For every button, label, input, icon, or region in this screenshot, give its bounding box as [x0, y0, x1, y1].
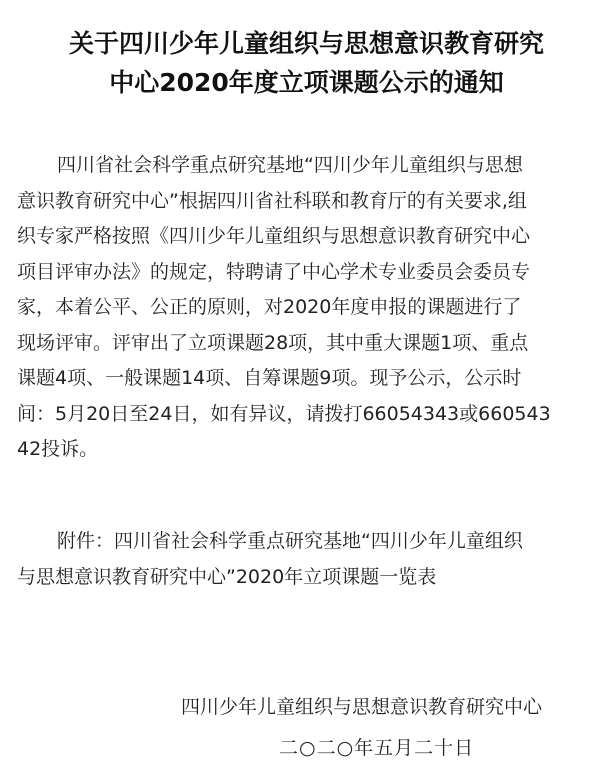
- attachment-line: 附件：四川省社会科学重点研究基地“四川少年儿童组织: [57, 530, 523, 552]
- body-line: 项目评审办法》的规定，特聘请了中心学术专业委员会委员专: [17, 260, 531, 283]
- notice-body: [17, 148, 587, 468]
- notice-title: [0, 24, 613, 102]
- body-line: 意识教育研究中心”根据四川省社科联和教育厅的有关要求,组: [17, 189, 527, 212]
- body-line: 家，本着公平、公正的原则，对2020年度申报的课题进行了: [17, 296, 522, 318]
- body-line: 课题4项、一般课题14项、自筹课题9项。现予公示，公示时: [17, 367, 522, 389]
- title-line-1: 关于四川少年儿童组织与思想意识教育研究: [68, 29, 544, 58]
- signature-organization: 四川少年儿童组织与思想意识教育研究中心: [181, 696, 543, 718]
- signature-date: 二○二○年五月二十日: [279, 737, 475, 759]
- body-line: 现场评审。评审出了立项课题28项，其中重大课题1项、重点: [17, 331, 529, 354]
- attachment-note: [17, 524, 587, 595]
- body-line: 42投诉。: [17, 438, 99, 460]
- title-line-2: 中心2020年度立项课题公示的通知: [109, 68, 504, 97]
- body-line: 间：5月20日至24日，如有异议，请拨打66054343或660543: [17, 402, 551, 425]
- attachment-line: 与思想意识教育研究中心”2020年立项课题一览表: [17, 565, 437, 588]
- body-line: 四川省社会科学重点研究基地“四川少年儿童组织与思想: [57, 154, 523, 176]
- body-line: 织专家严格按照《四川少年儿童组织与思想意识教育研究中心: [17, 225, 531, 247]
